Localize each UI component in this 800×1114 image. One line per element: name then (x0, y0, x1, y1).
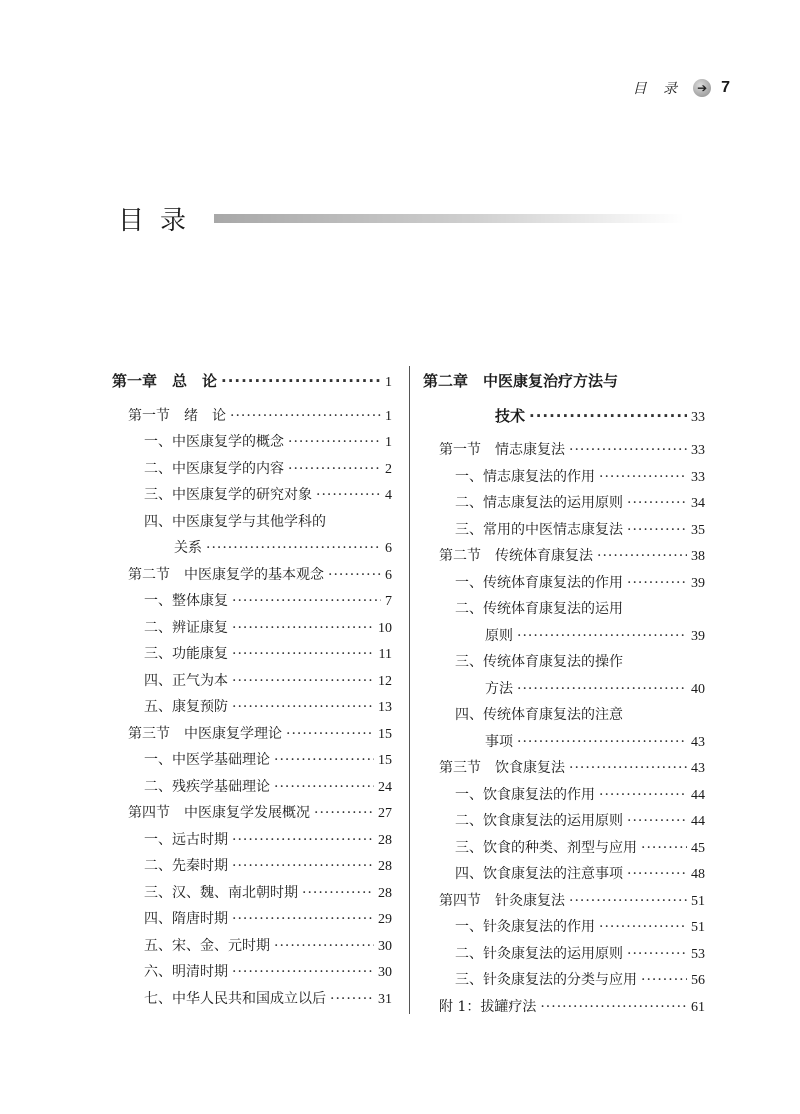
toc-entry-title: 三、汉、魏、南北朝时期 (144, 884, 298, 901)
toc-entry-page: 45 (691, 840, 705, 856)
toc-entry-page: 11 (378, 647, 392, 662)
toc-entry-page: 29 (378, 912, 392, 927)
toc-leader-dots (627, 702, 701, 729)
toc-entry-page: 33 (691, 443, 705, 458)
toc-entry-page: 15 (378, 753, 392, 768)
toc-entry[interactable] (423, 888, 705, 915)
column-divider (409, 366, 410, 1014)
toc-leader-dots (627, 941, 687, 968)
toc-leader-dots (517, 623, 687, 650)
toc-entry-page: 34 (691, 496, 705, 511)
toc-entry-page: 39 (691, 575, 705, 591)
toc-entry[interactable] (423, 570, 705, 597)
toc-entry-page: 48 (691, 867, 705, 882)
toc-entry[interactable] (423, 702, 705, 729)
toc-leader-dots (221, 368, 381, 395)
header-label: 目 录 (632, 81, 684, 97)
toc-leader-dots (517, 729, 687, 756)
toc-entry-title: 七、中华人民共和国成立以后 (144, 990, 326, 1007)
toc-leader-dots (599, 782, 687, 809)
toc-entry[interactable] (423, 914, 705, 941)
toc-entry-title: 一、针灸康复法的作用 (455, 919, 595, 935)
toc-entry[interactable] (112, 986, 392, 1013)
toc-entry-title: 三、传统体育康复法的操作 (455, 654, 623, 670)
toc-entry-page: 24 (378, 779, 392, 795)
toc-leader-dots (627, 861, 687, 888)
toc-entry-title: 一、饮食康复法的作用 (455, 786, 595, 803)
toc-entry-page: 1 (385, 408, 392, 424)
toc-leader-dots (314, 800, 374, 827)
toc-entry-page: 44 (691, 814, 705, 829)
toc-entry-title: 原则 (485, 627, 513, 644)
toc-leader-dots (330, 986, 374, 1013)
toc-entry-title: 事项 (485, 733, 513, 750)
toc-entry[interactable] (112, 853, 392, 880)
toc-entry-page: 43 (691, 761, 705, 776)
toc-entry-title: 一、中医康复学的概念 (144, 434, 284, 450)
toc-entry[interactable] (423, 403, 705, 430)
toc-leader-dots (641, 835, 687, 862)
toc-entry-title: 第一章 总 论 (112, 372, 218, 390)
toc-entry-title: 二、情志康复法的运用原则 (455, 495, 623, 511)
toc-entry[interactable] (423, 861, 705, 888)
toc-entry[interactable] (112, 456, 392, 483)
toc-leader-dots (232, 959, 374, 986)
toc-entry[interactable] (423, 676, 705, 703)
toc-entry-title: 四、正气为本 (144, 672, 228, 689)
toc-leader-dots (627, 490, 687, 517)
toc-entry-title: 二、辨证康复 (144, 619, 228, 636)
toc-entry-title: 技术 (495, 406, 526, 425)
toc-entry-page: 4 (385, 488, 392, 503)
toc-entry-title: 六、明清时期 (144, 964, 228, 980)
toc-right-column (423, 368, 705, 1020)
toc-leader-dots (569, 437, 687, 464)
running-header (633, 78, 730, 98)
toc-entry[interactable] (112, 368, 392, 395)
toc-entry-page: 6 (385, 541, 392, 556)
toc-entry-title: 一、情志康复法的作用 (455, 468, 595, 485)
toc-entry[interactable] (423, 994, 705, 1021)
toc-entry[interactable] (423, 368, 705, 395)
toc-entry-title: 三、功能康复 (144, 646, 228, 662)
toc-leader-dots (529, 403, 687, 430)
toc-leader-dots (288, 456, 381, 483)
toc-entry-page: 28 (378, 859, 392, 874)
toc-entry-page: 56 (691, 973, 705, 988)
toc-leader-dots (627, 649, 701, 676)
toc-entry-title: 第二章 中医康复治疗方法与 (423, 372, 619, 390)
toc-leader-dots (328, 562, 381, 589)
toc-leader-dots (627, 808, 687, 835)
toc-entry[interactable] (112, 588, 392, 615)
toc-entry[interactable] (112, 429, 392, 456)
toc-entry[interactable] (112, 668, 392, 695)
toc-entry[interactable] (423, 649, 705, 676)
toc-leader-dots (302, 880, 374, 907)
toc-entry[interactable] (423, 490, 705, 517)
toc-leader-dots (627, 596, 701, 623)
toc-entry-page: 2 (385, 461, 392, 477)
toc-entry-page: 53 (691, 946, 705, 962)
toc-entry-page: 35 (691, 522, 705, 538)
toc-leader-dots (597, 543, 687, 570)
toc-entry[interactable] (112, 959, 392, 986)
toc-leader-dots (517, 676, 687, 703)
toc-entry[interactable] (423, 596, 705, 623)
toc-leader-dots (230, 403, 381, 430)
toc-entry[interactable] (112, 403, 392, 430)
toc-entry-title: 二、传统体育康复法的运用 (455, 601, 623, 617)
toc-entry-page: 13 (378, 700, 392, 715)
toc-entry-title: 方法 (485, 680, 513, 697)
toc-entry[interactable] (112, 906, 392, 933)
toc-entry-page: 30 (378, 965, 392, 980)
toc-entry-page: 51 (691, 893, 705, 909)
toc-entry-page: 31 (378, 991, 392, 1007)
toc-entry-page: 51 (691, 920, 705, 935)
toc-entry-title: 第二节 传统体育康复法 (439, 548, 593, 564)
toc-leader-dots (316, 482, 381, 509)
toc-entry-page: 43 (691, 734, 705, 750)
toc-entry[interactable] (423, 464, 705, 491)
toc-entry[interactable] (112, 535, 392, 562)
toc-entry-page: 7 (385, 594, 392, 609)
toc-entry[interactable] (423, 755, 705, 782)
toc-entry-title: 三、针灸康复法的分类与应用 (455, 972, 637, 988)
toc-entry[interactable] (112, 721, 392, 748)
toc-entry-title: 四、隋唐时期 (144, 911, 228, 927)
toc-entry-title: 五、康复预防 (144, 699, 228, 715)
toc-leader-dots (627, 517, 687, 544)
toc-entry-page: 1 (385, 435, 392, 450)
toc-leader-dots (206, 535, 381, 562)
toc-entry-title: 一、传统体育康复法的作用 (455, 574, 623, 591)
toc-entry-title: 三、常用的中医情志康复法 (455, 521, 623, 538)
toc-entry-page: 6 (385, 567, 392, 583)
toc-entry-title: 五、宋、金、元时期 (144, 937, 270, 954)
toc-entry[interactable] (423, 729, 705, 756)
toc-entry-page: 27 (378, 806, 392, 821)
toc-entry[interactable] (112, 482, 392, 509)
title-decorative-bar (214, 214, 684, 223)
toc-entry-title: 二、饮食康复法的运用原则 (455, 813, 623, 829)
toc-entry[interactable] (112, 800, 392, 827)
toc-entry-page: 1 (385, 375, 392, 390)
toc-entry-title: 第一节 绪 论 (128, 407, 226, 424)
toc-entry-page: 38 (691, 549, 705, 564)
toc-entry[interactable] (112, 747, 392, 774)
toc-entry-title: 一、中医学基础理论 (144, 752, 270, 768)
toc-leader-dots (232, 827, 374, 854)
title-block (118, 200, 684, 237)
page-title: 目录 (118, 206, 203, 236)
toc-entry-title: 二、残疾学基础理论 (144, 778, 270, 795)
toc-leader-dots (232, 641, 375, 668)
toc-entry-title: 关系 (174, 540, 202, 556)
toc-entry-title: 一、远古时期 (144, 831, 228, 848)
toc-entry-page: 39 (691, 628, 705, 644)
page-number: 7 (721, 79, 730, 96)
toc-leader-dots (540, 994, 687, 1021)
toc-entry[interactable] (112, 509, 392, 536)
toc-entry-page: 12 (378, 673, 392, 689)
toc-entry[interactable] (423, 941, 705, 968)
toc-left-column (112, 368, 392, 1012)
toc-leader-dots (599, 914, 687, 941)
toc-entry-title: 二、针灸康复法的运用原则 (455, 945, 623, 962)
toc-entry[interactable] (423, 967, 705, 994)
toc-leader-dots (274, 774, 374, 801)
toc-entry-page: 15 (378, 726, 392, 742)
toc-entry-title: 二、中医康复学的内容 (144, 460, 284, 477)
toc-leader-dots (641, 967, 687, 994)
toc-entry-title: 第三节 饮食康复法 (439, 760, 565, 776)
toc-entry-title: 四、饮食康复法的注意事项 (455, 866, 623, 882)
toc-entry-title: 三、中医康复学的研究对象 (144, 487, 312, 503)
toc-entry[interactable] (112, 774, 392, 801)
toc-entry-title: 附 1：拔罐疗法 (439, 998, 537, 1015)
toc-entry-page: 28 (378, 885, 392, 901)
toc-leader-dots (232, 694, 374, 721)
toc-leader-dots (330, 509, 388, 536)
toc-leader-dots (232, 615, 374, 642)
toc-leader-dots (288, 429, 381, 456)
toc-entry[interactable] (423, 835, 705, 862)
toc-leader-dots (627, 570, 687, 597)
toc-entry[interactable] (112, 694, 392, 721)
toc-entry[interactable] (423, 623, 705, 650)
toc-leader-dots (232, 668, 374, 695)
toc-entry-page: 40 (691, 681, 705, 697)
toc-entry-page: 30 (378, 938, 392, 954)
toc-leader-dots (232, 906, 374, 933)
toc-entry-title: 第四节 中医康复学发展概况 (128, 805, 310, 821)
toc-entry-title: 四、中医康复学与其他学科的 (144, 513, 326, 530)
toc-entry-title: 一、整体康复 (144, 593, 228, 609)
toc-entry[interactable] (112, 933, 392, 960)
toc-entry-title: 第四节 针灸康复法 (439, 892, 565, 909)
toc-entry-page: 61 (691, 999, 705, 1015)
toc-leader-dots (232, 588, 381, 615)
toc-entry-title: 第二节 中医康复学的基本观念 (128, 566, 324, 583)
toc-entry-title: 四、传统体育康复法的注意 (455, 707, 623, 723)
toc-entry-page: 10 (378, 620, 392, 636)
toc-leader-dots (569, 888, 687, 915)
toc-entry[interactable] (112, 641, 392, 668)
toc-entry-page: 33 (691, 409, 705, 425)
toc-entry[interactable] (423, 543, 705, 570)
toc-entry[interactable] (423, 517, 705, 544)
toc-leader-dots (569, 755, 687, 782)
toc-entry[interactable] (423, 808, 705, 835)
toc-leader-dots (286, 721, 374, 748)
toc-entry[interactable] (423, 782, 705, 809)
arrow-right-icon: ➔ (693, 79, 711, 97)
toc-entry-title: 三、饮食的种类、剂型与应用 (455, 839, 637, 856)
toc-entry-title: 第一节 情志康复法 (439, 442, 565, 458)
toc-leader-dots (599, 464, 687, 491)
toc-leader-dots (622, 368, 701, 395)
toc-entry[interactable] (112, 880, 392, 907)
toc-entry-page: 28 (378, 832, 392, 848)
toc-entry-title: 二、先秦时期 (144, 858, 228, 874)
toc-leader-dots (232, 853, 374, 880)
toc-entry-page: 44 (691, 787, 705, 803)
toc-entry[interactable] (423, 437, 705, 464)
toc-entry[interactable] (112, 615, 392, 642)
toc-entry-page: 33 (691, 469, 705, 485)
toc-entry-title: 第三节 中医康复学理论 (128, 725, 282, 742)
toc-entry[interactable] (112, 562, 392, 589)
toc-leader-dots (274, 933, 374, 960)
toc-entry[interactable] (112, 827, 392, 854)
toc-leader-dots (274, 747, 374, 774)
